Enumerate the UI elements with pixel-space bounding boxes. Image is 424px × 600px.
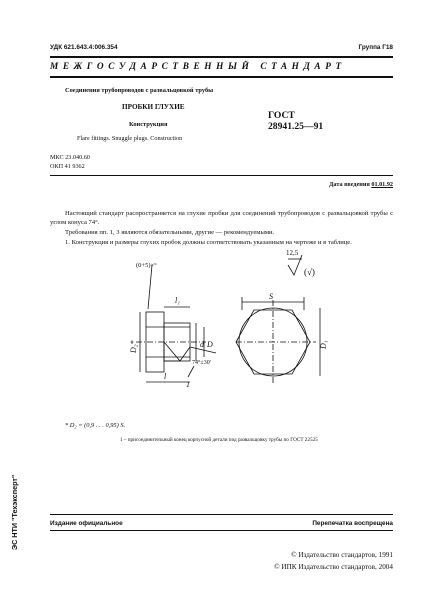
d1-label: D₁ xyxy=(319,340,328,349)
gost-designation xyxy=(268,110,323,132)
date-value: 01.01.92 xyxy=(371,181,393,188)
standard-subject: Соединения трубопроводов с развальцовкой трубы xyxy=(65,87,214,94)
udk-code: УДК 621.643.4:006.354 xyxy=(50,44,118,51)
standard-name: ПРОБКИ ГЛУХИЕ xyxy=(122,103,185,111)
top-rule xyxy=(50,56,393,58)
copyright-2004: © ИПК Издательство стандартов, 2004 xyxy=(274,563,393,571)
english-title: Flare fittings. Snuggle plugs. Construction xyxy=(77,135,183,142)
chamfer-label: (0+5)×° xyxy=(136,262,157,269)
gost-label: ГОСТ xyxy=(268,110,295,121)
l-label: l xyxy=(164,372,167,381)
effective-date xyxy=(329,181,393,188)
drawing-note: 1 – присоединительный конец корпусной детали под развальцовку трубы по ГОСТ 22525 xyxy=(120,437,318,443)
date-label: Дата введения xyxy=(329,181,370,188)
classification-codes xyxy=(50,153,90,171)
roughness-paren: (√) xyxy=(304,267,315,277)
standard-kind: Конструкция xyxy=(129,121,168,128)
interstate-standard-banner: МЕЖГОСУДАРСТВЕННЫЙ СТАНДАРТ xyxy=(50,62,346,72)
D-label: D xyxy=(207,340,213,349)
okp-code: ОКП 41 9362 xyxy=(50,163,85,170)
footnote: * D₂ = (0,9 . . . 0,95) S. xyxy=(65,422,126,429)
gost-number: 28941.25—91 xyxy=(268,121,324,132)
banner-rule xyxy=(50,76,393,78)
side-stamp: ЭС НТИ "Техэксперт" xyxy=(10,474,19,550)
footer-rule xyxy=(50,514,393,515)
official-edition: Издание официальное xyxy=(50,520,123,527)
paragraph-requirements: Требования пп. 1, 3 являются обязательными, другие — рекомендуемыми. xyxy=(65,229,275,236)
reprint-prohibited: Перепечатка воспрещена xyxy=(312,520,393,527)
footer-rule-2 xyxy=(50,530,393,531)
roughness-value: 12,5 xyxy=(286,249,299,257)
d2-label: D₂* xyxy=(129,340,138,353)
title-rule xyxy=(50,175,393,176)
label-1: 1 xyxy=(186,380,190,389)
paragraph-construction: 1. Конструкция и размеры глухих пробок должны соответствовать указанным на чертеже и в таблице. xyxy=(65,239,352,246)
copyright-1991: © Издательство стандартов, 1991 xyxy=(291,551,393,559)
l1-label: l₁ xyxy=(175,296,181,305)
d-label: d xyxy=(200,340,204,349)
angle-label: 74°±30' xyxy=(192,360,211,366)
plug-drawing xyxy=(76,245,346,415)
s-label: S xyxy=(269,292,273,301)
paragraph-scope: Настоящий стандарт распространяется на глухие пробки для соединений трубопроводов с развальцовкой трубы с углом конуса 74°. xyxy=(50,210,393,227)
group-code: Группа Г18 xyxy=(358,44,393,51)
mks-code: МКС 23.040.60 xyxy=(50,154,90,161)
